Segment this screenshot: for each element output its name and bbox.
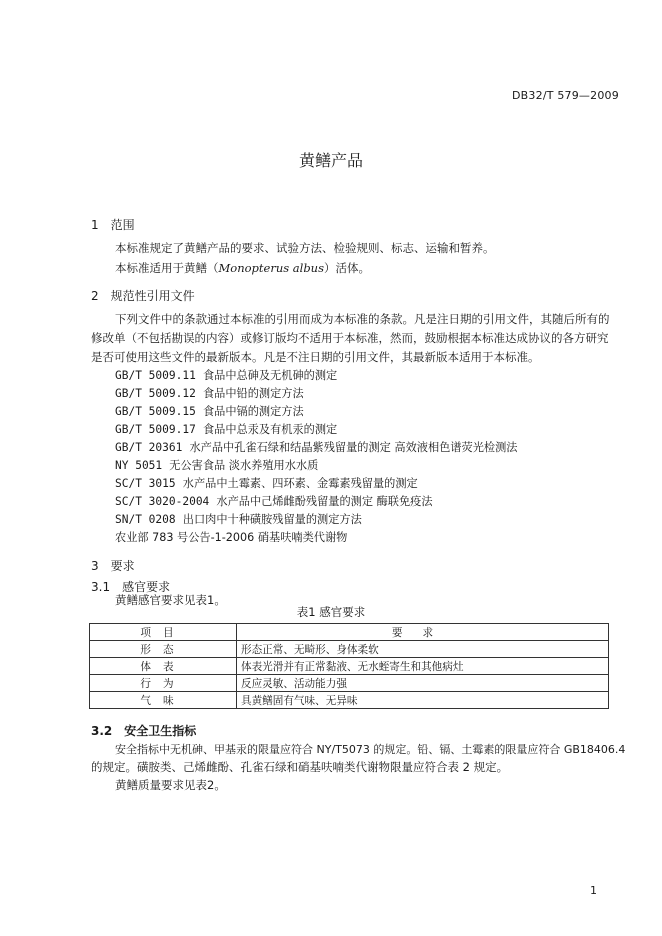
normative-paragraph-line: 修改单（不包括勘误的内容）或修订版均不适用于本标准，然而，鼓励根据本标准达成协议的各方研究 — [91, 331, 609, 345]
scope-text-post: ）活体。 — [323, 261, 370, 275]
reference-code: GB/T 20361 — [115, 441, 183, 454]
subsection-number: 3.1 — [91, 580, 111, 594]
table-cell-requirement: 具黄鳝固有气味、无异味 — [237, 692, 609, 709]
table-cell-item: 气味 — [90, 692, 237, 709]
page-title: 黄鳝产品 — [298, 151, 363, 170]
scope-paragraph-2 — [115, 260, 370, 276]
scope-paragraph-1: 本标准规定了黄鳝产品的要求、试验方法、检验规则、标志、运输和暂养。 — [115, 241, 495, 255]
reference-title: 食品中总汞及有机汞的测定 — [202, 423, 338, 436]
reference-title: 食品中铅的测定方法 — [202, 387, 304, 400]
sensory-paragraph: 黄鳝感官要求见表1。 — [115, 593, 226, 607]
reference-code: SC/T 3015 — [115, 477, 176, 490]
page-number: 1 — [590, 884, 597, 897]
reference-item — [115, 529, 347, 545]
reference-title: 无公害食品 淡水养殖用水水质 — [169, 459, 319, 472]
document-code: DB32/T 579—2009 — [512, 89, 619, 102]
safety-paragraph-line: 的规定。磺胺类、己烯雌酚、孔雀石绿和硝基呋喃类代谢物限量应符合表 2 规定。 — [91, 760, 509, 774]
species-latin-name: Monopterus albus — [218, 261, 324, 275]
table-cell-item: 体表 — [90, 658, 237, 675]
subsection-number: 3.2 — [91, 724, 113, 738]
sensory-requirements-table — [89, 623, 609, 709]
table-header-item: 项目 — [90, 624, 237, 641]
reference-code: SN/T 0208 — [115, 513, 176, 526]
reference-code: NY 5051 — [115, 459, 163, 472]
reference-title: 食品中镉的测定方法 — [202, 405, 304, 418]
reference-item — [115, 403, 304, 419]
section-number: 1 — [91, 218, 99, 232]
reference-item — [115, 511, 362, 527]
table-cell-requirement: 反应灵敏、活动能力强 — [237, 675, 609, 692]
section-heading-2 — [91, 287, 195, 304]
section-number: 3 — [91, 559, 99, 573]
section-heading-1 — [91, 216, 135, 233]
reference-item — [115, 439, 517, 455]
reference-code: GB/T 5009.11 — [115, 369, 196, 382]
reference-item — [115, 493, 433, 509]
reference-title: 食品中总砷及无机砷的测定 — [202, 369, 338, 382]
subsection-title: 感官要求 — [122, 580, 171, 594]
reference-item — [115, 475, 418, 491]
section-heading-3 — [91, 557, 135, 574]
reference-title: 水产品中土霉素、四环素、金霉素残留量的测定 — [182, 477, 418, 490]
subsection-title: 安全卫生指标 — [124, 724, 197, 738]
reference-item — [115, 457, 318, 473]
normative-paragraph-line: 是否可使用这些文件的最新版本。凡是不注日期的引用文件，其最新版本适用于本标准。 — [91, 350, 540, 364]
section-title: 规范性引用文件 — [110, 289, 195, 303]
reference-code: GB/T 5009.17 — [115, 423, 196, 436]
table-row — [90, 658, 609, 675]
reference-code: GB/T 5009.12 — [115, 387, 196, 400]
reference-title: 水产品中己烯雌酚残留量的测定 酶联免疫法 — [216, 495, 433, 508]
reference-title: 水产品中孔雀石绿和结晶紫残留量的测定 高效液相色谱荧光检测法 — [189, 441, 518, 454]
reference-title: 出口肉中十种磺胺残留量的测定方法 — [182, 513, 362, 526]
table-header-row — [90, 624, 609, 641]
reference-code: SC/T 3020-2004 — [115, 495, 210, 508]
section-title: 要求 — [110, 559, 135, 573]
table-caption: 表1 感官要求 — [296, 605, 366, 619]
safety-paragraph-line: 安全指标中无机砷、甲基汞的限量应符合 NY/T5073 的规定。铅、镉、土霉素的限量应符合 GB18406.4 — [115, 743, 626, 756]
table-header-requirement: 要求 — [237, 624, 609, 641]
table-row — [90, 641, 609, 658]
reference-code: 农业部 783 号公告-1-2006 — [115, 531, 255, 544]
scope-text-pre: 本标准适用于黄鳝（ — [115, 261, 219, 275]
reference-item — [115, 385, 304, 401]
table-cell-item: 行为 — [90, 675, 237, 692]
reference-item — [115, 367, 337, 383]
table-row — [90, 692, 609, 709]
reference-title: 硝基呋喃类代谢物 — [257, 531, 348, 544]
reference-item — [115, 421, 337, 437]
section-title: 范围 — [110, 218, 135, 232]
table-cell-item: 形态 — [90, 641, 237, 658]
quality-paragraph: 黄鳝质量要求见表2。 — [115, 778, 226, 792]
normative-paragraph-line: 下列文件中的条款通过本标准的引用而成为本标准的条款。凡是注日期的引用文件，其随后所有的 — [115, 312, 610, 326]
subsection-heading-3-2 — [91, 722, 196, 739]
reference-code: GB/T 5009.15 — [115, 405, 196, 418]
section-number: 2 — [91, 289, 99, 303]
table-row — [90, 675, 609, 692]
table-cell-requirement: 形态正常、无畸形、身体柔软 — [237, 641, 609, 658]
table-cell-requirement: 体表光滑并有正常黏液、无水蛭寄生和其他病灶 — [237, 658, 609, 675]
